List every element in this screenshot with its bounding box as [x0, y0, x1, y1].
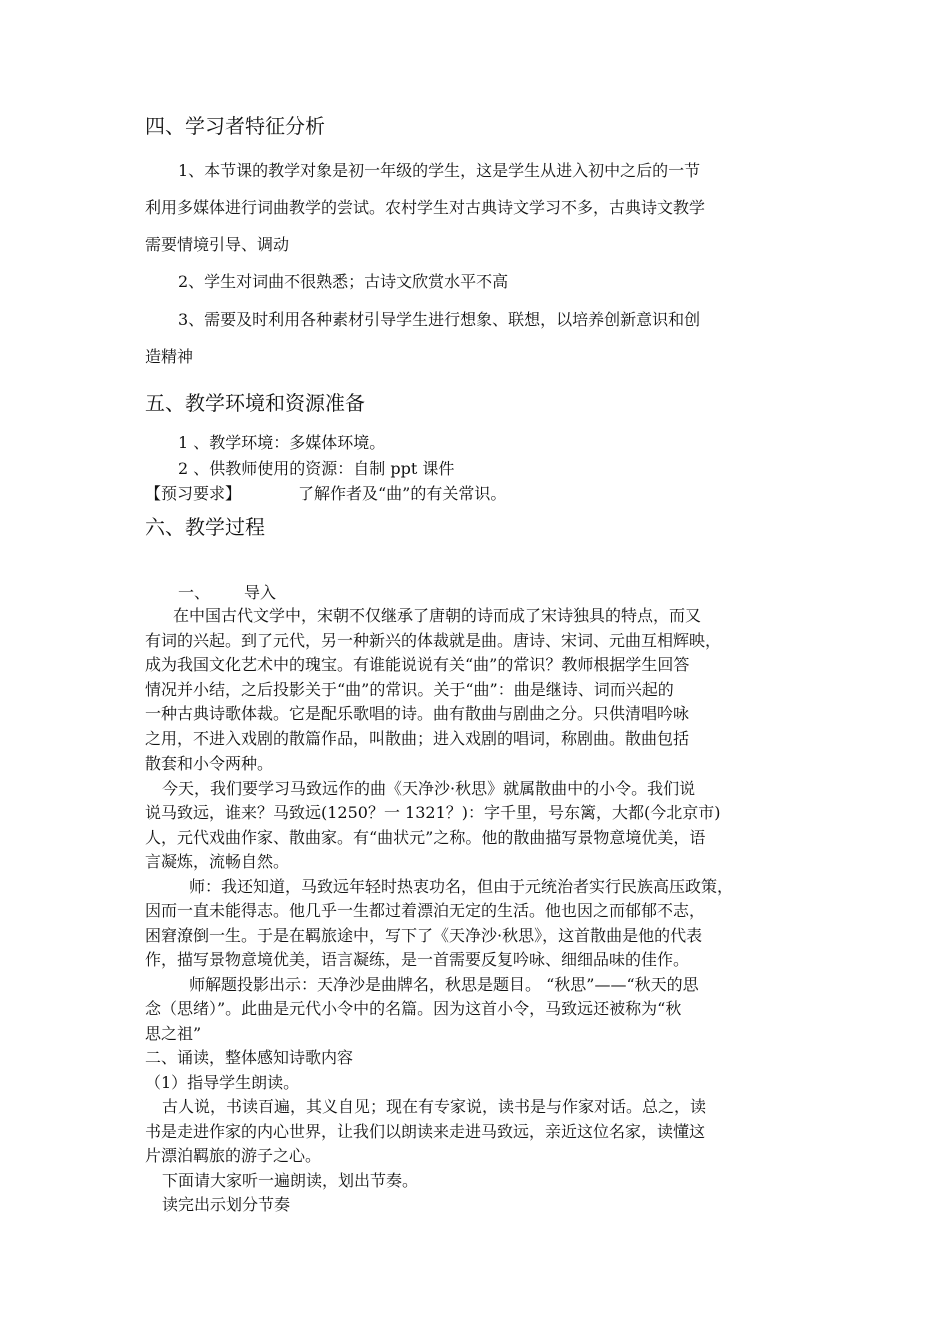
section-5-item-1: 1 、教学环境：多媒体环境。: [178, 433, 386, 452]
intro-line: 成为我国文化艺术中的瑰宝。有谁能说说有关“曲”的常识？教师根据学生回答: [145, 655, 690, 674]
today-line: 说马致远，谁来？马致远(1250？一 1321？)：字千里，号东篱，大都(今北京市): [145, 803, 721, 822]
subsection-1-title: 导入: [244, 583, 277, 602]
preview-requirement-label: 【预习要求】: [145, 484, 242, 503]
today-line: 今天，我们要学习马致远作的曲《天净沙·秋思》就属散曲中的小令。我们说: [162, 779, 696, 798]
ancient-line: 古人说，书读百遍，其义自见；现在有专家说，读书是与作家对话。总之，读: [162, 1097, 707, 1116]
section-4-item-3-line-1: 3、需要及时利用各种素材引导学生进行想象、联想，以培养创新意识和创: [178, 310, 701, 329]
teacher-line: 因而一直未能得志。他几乎一生都过着漂泊无定的生活。他也因之而郁郁不志，: [145, 901, 706, 920]
teacher-line: 困窘潦倒一生。于是在羁旅途中，写下了《天净沙·秋思》，这首散曲是他的代表: [145, 926, 703, 945]
subsection-2-item-1: （1）指导学生朗读。: [145, 1073, 300, 1092]
section-4-item-1-line-2: 利用多媒体进行词曲教学的尝试。农村学生对古典诗文学习不多，古典诗文教学: [145, 198, 706, 217]
section-4-item-3-line-2: 造精神: [145, 347, 194, 366]
subsection-1-number: 一、: [178, 583, 211, 602]
ancient-line: 书是走进作家的内心世界，让我们以朗读来走进马致远，亲近这位名家，读懂这: [145, 1122, 706, 1141]
intro-line: 在中国古代文学中，宋朝不仅继承了唐朝的诗而成了宋诗独具的特点，而又: [173, 606, 702, 625]
section-4-item-1-line-3: 需要情境引导、调动: [145, 235, 290, 254]
teacher-line: 师：我还知道，马致远年轻时热衷功名，但由于元统治者实行民族高压政策，: [189, 877, 734, 896]
title-explain-line: 念（思绪）”。此曲是元代小令中的名篇。因为这首小令，马致远还被称为“秋: [145, 999, 682, 1018]
section-4-item-1-line-1: 1、本节课的教学对象是初一年级的学生，这是学生从进入初中之后的一节: [178, 161, 701, 180]
teacher-line: 作，描写景物意境优美，语言凝练，是一首需要反复吟咏、细细品味的佳作。: [145, 950, 690, 969]
intro-line: 有词的兴起。到了元代，另一种新兴的体裁就是曲。唐诗、宋词、元曲互相辉映，: [145, 631, 722, 650]
title-explain-line: 师解题投影出示：天净沙是曲牌名，秋思是题目。 “秋思”——“秋天的思: [189, 975, 699, 994]
subsection-2-title: 二、诵读，整体感知诗歌内容: [145, 1048, 354, 1067]
section-6-heading: 六、教学过程: [145, 515, 265, 539]
intro-line: 散套和小令两种。: [145, 754, 274, 773]
section-5-item-2: 2 、供教师使用的资源：自制 ppt 课件: [178, 459, 455, 478]
today-line: 言凝炼，流畅自然。: [145, 852, 290, 871]
ancient-line: 片漂泊羁旅的游子之心。: [145, 1146, 322, 1165]
section-5-heading: 五、教学环境和资源准备: [145, 391, 365, 415]
today-line: 人，元代戏曲作家、散曲家。有“曲状元”之称。他的散曲描写景物意境优美，语: [145, 828, 706, 847]
section-4-heading: 四、学习者特征分析: [145, 114, 325, 138]
intro-line: 情况并小结，之后投影关于“曲”的常识。关于“曲”：曲是继诗、词而兴起的: [145, 680, 674, 699]
section-4-item-2: 2、学生对词曲不很熟悉；古诗文欣赏水平不高: [178, 272, 509, 291]
intro-line: 一种古典诗歌体裁。它是配乐歌唱的诗。曲有散曲与剧曲之分。只供清唱吟咏: [145, 704, 690, 723]
intro-line: 之用，不进入戏剧的散篇作品，叫散曲；进入戏剧的唱词，称剧曲。散曲包括: [145, 729, 690, 748]
title-explain-line: 思之祖”: [145, 1024, 202, 1043]
listen-instruction: 下面请大家听一遍朗读，划出节奏。: [162, 1171, 419, 1190]
after-reading-instruction: 读完出示划分节奏: [162, 1195, 291, 1214]
preview-requirement-text: 了解作者及“曲”的有关常识。: [298, 484, 507, 503]
